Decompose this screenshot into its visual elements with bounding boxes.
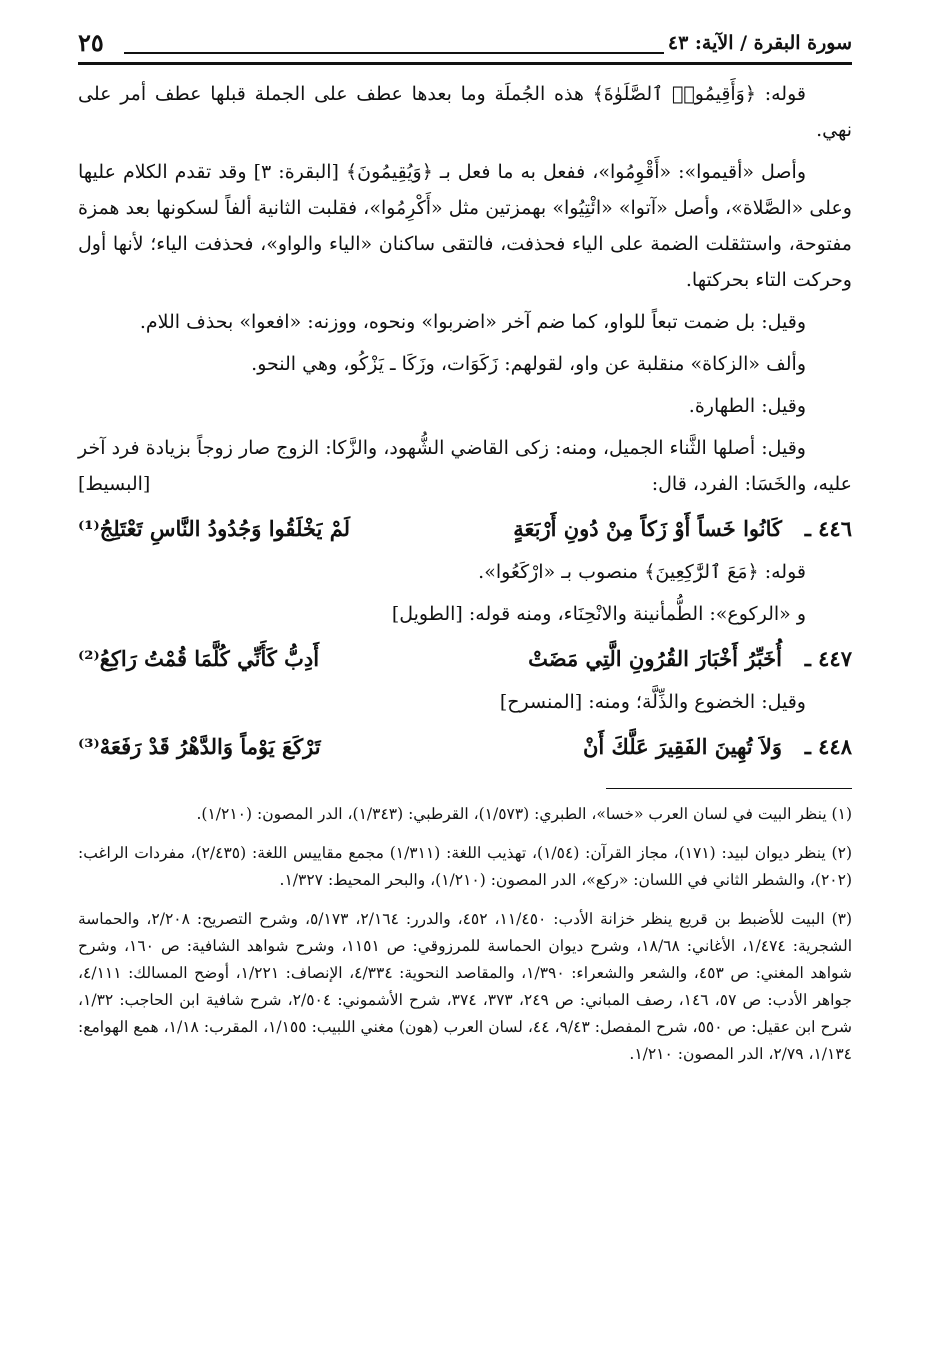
verse-number: ٤٤٧ ـ <box>804 646 852 671</box>
paragraph: قوله: ﴿مَعَ ٱلرَّٰكِعِينَ﴾ منصوب بـ «ارْكَعُوا». <box>478 561 806 583</box>
paragraph: وألف «الزكاة» منقلبة عن واو، لقولهم: زَكَوَات، وزَكَا ـ يَزْكُو، وهي النحو. <box>251 353 806 375</box>
header-title: سورة البقرة / الآية: ٤٣ <box>667 32 852 54</box>
verse-first-hemistich: كَانُوا خَساً أَوْ زَكاً مِنْ دُونِ أَرْبَعَةٍ <box>513 516 782 541</box>
footnote: (٣) البيت للأضبط بن قريع ينظر خزانة الأدب: ١١/٤٥٠، ٤٥٢، والدرر: ٢/١٦٤، ٥/١٧٣، وشرح التصريح: ٢/٢٠٨، والحماسة الشجرية: ١/٤٧٤، الأغاني: ١٨/٦٨، وشرح ديوان الحماسة للمرزوقي: ص ١١٥١، وشرح شواهد الشافية: ص ١٦٠، وشرح شواهد المغني: ص ٤٥٣، والشعر والشعراء: ١/٣٩٠، والمقاصد النحوية: ٤/٣٣٤، الإنصاف: ١/٢٢١، أوضح المسالك: ٤/١١١، جواهر الأدب: ص ٥٧، ١٤٦، رصف المباني: ص ٢٤٩، ٣٧٣، ٣٧٤، شرح الأشموني: ٢/٥٠٤، شرح شافية ابن الحاجب: ١/٣٢، شرح ابن عقيل: ص ٥٥٠، شرح المفصل: ٩/٤٣، ٤٤، لسان العرب (هون) مغني اللبيب: ١/١٥٥، المقرب: ١/١٨، همع الهوامع: ١/١٣٤، ٢/٧٩، الدر المصون: ١/٢١٠. <box>78 910 853 1063</box>
footnotes <box>78 801 852 1068</box>
running-header <box>78 22 852 62</box>
paragraph-text: و «الركوع»: الطُّمأنينة والانْحِنَاء، ومنه قوله: <box>468 603 806 625</box>
paragraph: وقيل: الطهارة. <box>688 395 806 417</box>
paragraph: وقيل: بل ضمت تبعاً للواو، كما ضم آخر «اضربوا» ونحوه، ووزنه: «افعوا» بحذف اللام. <box>139 311 806 333</box>
verse-number: ٤٤٨ ـ <box>804 734 852 759</box>
main-text <box>78 76 852 768</box>
verse-second-hemistich: تَرْكَعَ يَوْماً وَالدَّهْرُ قَدْ رَفَعَهْ⁽³⁾ <box>78 734 321 759</box>
paragraph-text: وقيل: أصلها الثَّناء الجميل، ومنه: زكى القاضي الشُّهود، والزَّكا: الزوج صار زوجاً بزيادة فرد آخر عليه، والخَسَا: الفرد، قال: <box>78 437 852 495</box>
book-page <box>78 22 852 1080</box>
header-underline <box>78 62 852 65</box>
verse-line <box>78 508 852 550</box>
meter-label: [المنسرح] <box>499 691 583 713</box>
verse-second-hemistich: لَمْ يَخْلَقُوا وَجُدُودُ النَّاسِ تَعْتَلِجُ⁽¹⁾ <box>78 516 351 541</box>
verse-first-hemistich: أُخَبِّرُ أَخْبَارَ القُرُونِ الَّتِي مَضَتْ <box>528 646 782 671</box>
meter-label: [البسيط] <box>78 473 151 495</box>
footnote: (١) ينظر البيت في لسان العرب «خسا»، الطبري: (١/٥٧٣)، القرطبي: (١/٣٤٣)، الدر المصون: (١/٢١٠). <box>196 805 852 823</box>
verse-first-hemistich: وَلاَ تُهِينَ الفَقِيرَ عَلَّكَ أَنْ <box>582 734 782 759</box>
paragraph <box>78 684 852 720</box>
verse-line <box>78 726 852 768</box>
footnote: (٢) ينظر ديوان لبيد: (١٧١)، مجاز القرآن: (١/٥٤)، تهذيب اللغة: (١/٣١١) مجمع مقاييس اللغة: (٢/٤٣٥)، مفردات الراغب: (٢٠٢)، والشطر الثاني في اللسان: «ركع»، الدر المصون: (١/٢١٠)، والبحر المحيط: ١/٣٢٧. <box>78 844 852 889</box>
paragraph-text: وقيل: الخضوع والذِّلَّة؛ ومنه: <box>588 691 806 713</box>
paragraph: قوله: ﴿وَأَقِيمُوا۟ ٱلصَّلَوٰةَ﴾ هذه الجُملَة وما بعدها عطف على الجملة قبلها عطف أمر على نهي. <box>78 83 852 141</box>
header-rule <box>124 52 664 54</box>
verse-number: ٤٤٦ ـ <box>804 516 852 541</box>
verse-second-hemistich: أَدِبُّ كَأَنِّي كُلَّمَا قُمْتُ رَاكِعُ⁽²⁾ <box>78 646 320 671</box>
footnote-divider <box>606 788 852 789</box>
paragraph <box>78 430 852 502</box>
paragraph: وأصل «أقيموا»: «أَقْوِمُوا»، ففعل به ما فعل بـ ﴿وَيُقِيمُونَ﴾ [البقرة: ٣] وقد تقدم الكلام عليها وعلى «الصَّلاة»، وأصل «آتوا» «ائْتِيُوا» بهمزتين مثل «أَكْرِمُوا»، فقلبت الثانية ألفاً لسكونها بعد همزة مفتوحة، واستثقلت الضمة على الياء فحذفت، فالتقى ساكنان «الياء والواو»، فحذفت الياء؛ لأنها أول وحركت التاء بحركتها. <box>78 161 852 291</box>
meter-label: [الطويل] <box>391 603 463 625</box>
paragraph <box>78 596 852 632</box>
page-number: ٢٥ <box>78 28 104 57</box>
verse-line <box>78 638 852 680</box>
